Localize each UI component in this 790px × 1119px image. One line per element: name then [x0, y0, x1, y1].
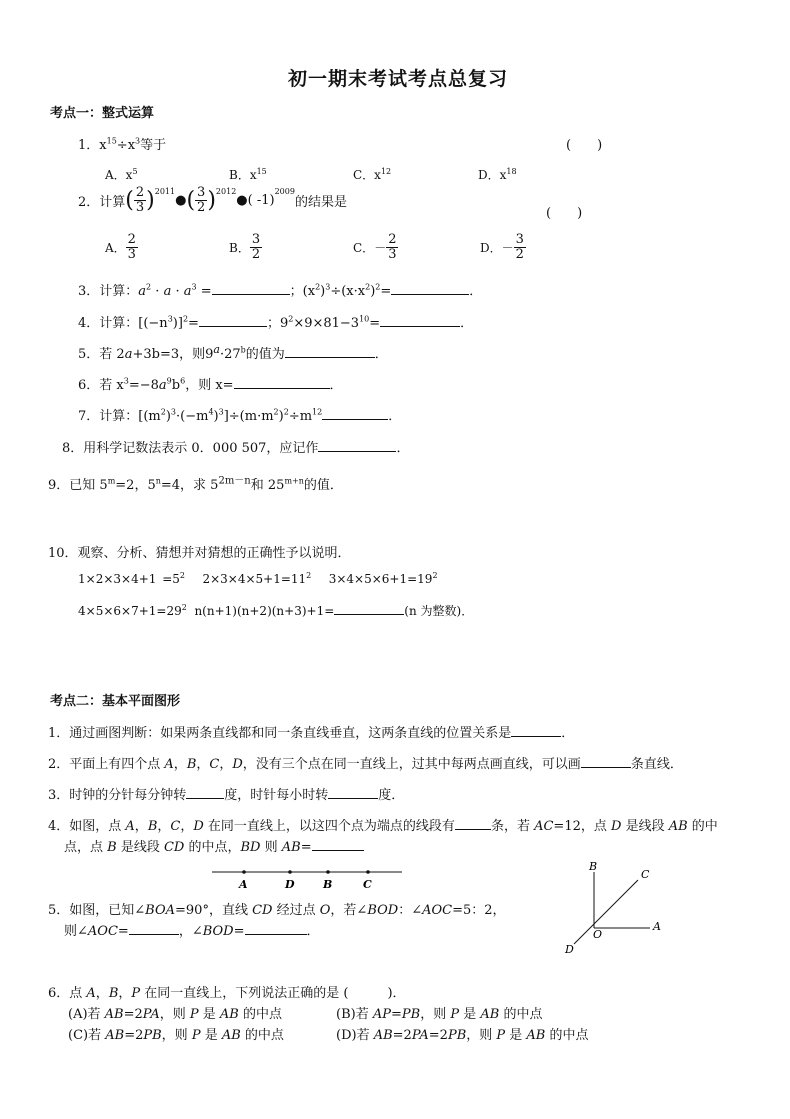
question-1-6: 6．若 $x^3=-8a^9b^6$，则 x= ．	[78, 376, 343, 393]
angle-figure	[556, 858, 666, 958]
point-d-dot	[288, 870, 292, 874]
page-title: 初一期末考试考点总复习	[288, 68, 509, 90]
option-b: (B)若 AP=PB，则 P 是 AB 的中点	[336, 1007, 543, 1022]
question-1-8: 8．用科学记数法表示 0．000 507，应记作 ．	[62, 441, 410, 456]
option-b: B．$x^{15}$	[229, 167, 267, 182]
answer-bracket: ( )	[566, 138, 603, 153]
question-2-1: 1．通过画图判断：如果两条直线都和同一条直线垂直，这两条直线的位置关系是 ．	[48, 726, 575, 741]
label-d: D	[565, 943, 574, 956]
question-2-5-cont: 则∠AOC= ，∠BOD= ．	[64, 924, 320, 939]
answer-bracket: ( )	[546, 206, 583, 221]
question-1-2: 2．计算 ( $\frac{2}{3}$ ) 2011 ● ( $\frac{3}{2}$ ) 2012 ● ( -1) 2009 的结果是	[78, 185, 347, 215]
section-heading-1: 考点一：整式运算	[50, 106, 155, 121]
question-2-4-cont: 点，点 B 是线段 CD 的中点，BD 则 AB=	[64, 836, 364, 855]
option-c: C． － $\frac{2}{3}$	[353, 232, 397, 262]
question-2-5: 5．如图，已知∠BOA=90°，直线 CD 经过点 O，若∠BOD：∠AOC=5：2，	[48, 903, 506, 918]
question-1-3: 3．计算：$a^2 \cdot a \cdot a^3$ = ；$(x^2)^3\div(x\cdot x^2)^2=$ ．	[78, 282, 483, 299]
question-1-10: 10．观察、分析、猜想并对猜想的正确性予以说明．	[48, 546, 351, 561]
label-b: B	[589, 860, 598, 873]
label-a: A	[653, 920, 661, 933]
point-c-label: C	[363, 878, 372, 891]
option-a: A． $\frac{2}{3}$	[105, 232, 136, 262]
option-a: (A)若 AB=2PA，则 P 是 AB 的中点	[68, 1007, 282, 1022]
option-d: (D)若 AB=2PA=2PB，则 P 是 AB 的中点	[336, 1028, 589, 1043]
line-cd	[574, 880, 638, 944]
point-a-dot	[242, 870, 246, 874]
point-b-dot	[326, 870, 330, 874]
section-heading-2: 考点二：基本平面图形	[50, 694, 181, 709]
option-c: C．$x^{12}$	[353, 167, 392, 182]
point-c-dot	[366, 870, 370, 874]
question-1-4: 4．计算：$[(-n^3)]^2=$ ；$9^2\times 9\times 81-3^{10}=$ ．	[78, 314, 474, 331]
option-d: D．$x^{18}$	[478, 167, 517, 182]
question-1-1: 1．$x^{15}\div x^3$等于	[78, 136, 167, 153]
label-c: C	[641, 868, 650, 881]
option-a: A．$x^5$	[105, 167, 138, 182]
question-2-6: 6．点 A，B，P 在同一直线上，下列说法正确的是 ( )．	[48, 986, 406, 1001]
question-1-9: 9．已知 $5^m=2$，$5^n=4$，求 $5^{2m-n}$和 $25^{m+n}$的值．	[48, 475, 343, 493]
question-1-5: 5．若 2a+3b=3，则$9^a\cdot 27^b$的值为 ．	[78, 342, 388, 362]
point-d-label: D	[285, 878, 295, 891]
line-points-figure	[208, 862, 408, 892]
question-1-7: 7．计算：$[(m^2)^3\cdot(-m^4)^3]\div(m\cdot m^2)^2\div m^{12}$ ．	[78, 407, 402, 424]
point-a-label: A	[239, 878, 248, 891]
pattern-line-1: $1\times 2\times 3\times 4+1 =5^2$ $2\times 3\times 4\times 5+1=11^2$ $3\times 4\times 5\times 6+1=19^2$	[78, 571, 438, 586]
label-o: O	[593, 928, 603, 941]
question-2-3: 3．时钟的分针每分钟转 度，时针每小时转 度．	[48, 788, 405, 803]
point-b-label: B	[323, 878, 333, 891]
option-d: D． － $\frac{3}{2}$	[480, 232, 524, 262]
pattern-line-2: $4\times 5\times 6\times 7+1=29^2$ n(n+1)(n+2)(n+3)+1= (n 为整数)．	[78, 603, 474, 618]
option-c: (C)若 AB=2PB，则 P 是 AB 的中点	[68, 1028, 284, 1043]
question-2-4: 4．如图，点 A，B，C，D 在同一直线上，以这四个点为端点的线段有 条，若 AC=12，点 D 是线段 AB 的中	[48, 819, 718, 834]
question-2-2: 2．平面上有四个点 A，B，C，D，没有三个点在同一直线上，过其中每两点画直线，可以画 条直线．	[48, 757, 683, 772]
option-b: B． $\frac{3}{2}$	[229, 232, 261, 262]
